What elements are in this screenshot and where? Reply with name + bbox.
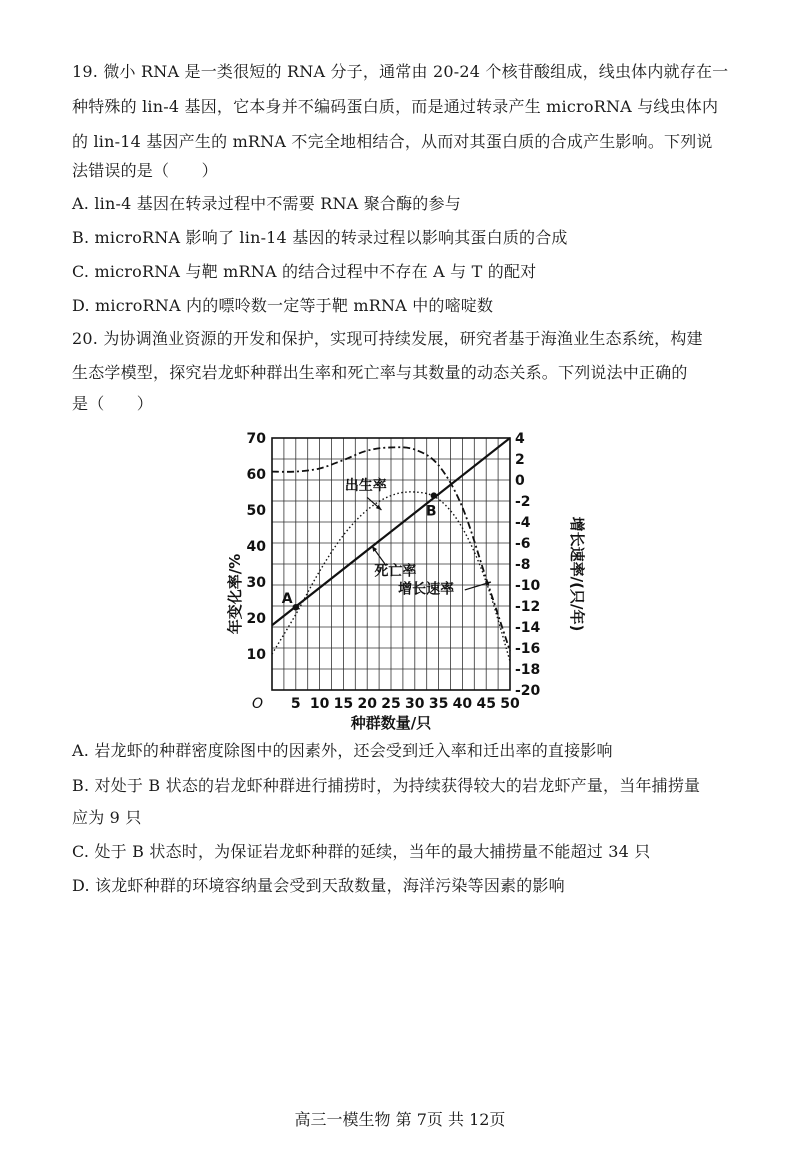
y-right-tick-label: 4 bbox=[515, 431, 525, 447]
y-right-tick-label: -6 bbox=[515, 536, 531, 552]
q20-stem-line-2: 生态学模型，探究岩龙虾种群出生率和死亡率与其数量的动态关系。下列说法中正确的 bbox=[72, 363, 688, 382]
population-chart bbox=[220, 420, 590, 730]
x-tick-label: 30 bbox=[405, 696, 425, 712]
y-right-tick-label: -12 bbox=[515, 599, 541, 615]
y-left-axis-label: 年变化率/% bbox=[226, 553, 244, 635]
y-left-tick-label: 40 bbox=[246, 539, 266, 555]
y-right-tick-label: -2 bbox=[515, 494, 531, 510]
q19-stem-line-1: 19. 微小 RNA 是一类很短的 RNA 分子，通常由 20-24 个核苷酸组成，线虫体内就存在一 bbox=[72, 62, 729, 81]
growth-rate-callout-label: 增长速率 bbox=[398, 581, 455, 598]
point-a-label: A bbox=[281, 591, 293, 608]
q19-stem-line-2: 种特殊的 lin-4 基因，它本身并不编码蛋白质，而是通过转录产生 microRNA 与线虫体内 bbox=[72, 97, 719, 116]
y-right-tick-label: -20 bbox=[515, 683, 541, 699]
origin-label: O bbox=[252, 696, 264, 712]
point-a-marker bbox=[293, 604, 299, 610]
q20-option-b-cont: 应为 9 只 bbox=[72, 808, 142, 827]
q20-stem-line-3: 是（ ） bbox=[72, 394, 154, 413]
q19-stem-line-4: 法错误的是（ ） bbox=[72, 161, 218, 180]
x-tick-label: 40 bbox=[452, 696, 473, 712]
q19-option-b: B. microRNA 影响了 lin-14 基因的转录过程以影响其蛋白质的合成 bbox=[72, 228, 568, 247]
y-right-tick-label: -16 bbox=[515, 641, 541, 657]
y-right-tick-label: -18 bbox=[515, 662, 541, 678]
y-left-tick-label: 60 bbox=[246, 467, 266, 483]
death-rate-callout-label: 死亡率 bbox=[374, 563, 417, 580]
x-tick-label: 10 bbox=[309, 696, 330, 712]
chart-labels bbox=[226, 431, 586, 730]
q20-option-b: B. 对处于 B 状态的岩龙虾种群进行捕捞时，为持续获得较大的岩龙虾产量，当年捕捞量 bbox=[72, 776, 701, 795]
q20-option-c: C. 处于 B 状态时，为保证岩龙虾种群的延续，当年的最大捕捞量不能超过 34 只 bbox=[72, 842, 651, 861]
q20-option-a: A. 岩龙虾的种群密度除图中的因素外，还会受到迁入率和迁出率的直接影响 bbox=[72, 741, 613, 760]
q19-option-a: A. lin-4 基因在转录过程中不需要 RNA 聚合酶的参与 bbox=[72, 194, 461, 213]
y-right-tick-label: 2 bbox=[515, 452, 525, 468]
x-tick-label: 15 bbox=[333, 696, 354, 712]
q19-option-d: D. microRNA 内的嘌呤数一定等于靶 mRNA 中的嘧啶数 bbox=[72, 296, 494, 315]
x-tick-label: 45 bbox=[476, 696, 496, 712]
x-tick-label: 50 bbox=[500, 696, 520, 712]
x-axis-label: 种群数量/只 bbox=[350, 714, 432, 730]
y-right-tick-label: -4 bbox=[515, 515, 531, 531]
q20-option-d: D. 该龙虾种群的环境容纳量会受到天敌数量，海洋污染等因素的影响 bbox=[72, 876, 565, 895]
x-tick-label: 25 bbox=[381, 696, 401, 712]
page-footer: 高三一模生物 第 7页 共 12页 bbox=[294, 1110, 506, 1129]
y-left-tick-label: 20 bbox=[246, 611, 266, 627]
death-rate-callout-arrow-head bbox=[372, 546, 377, 552]
y-right-tick-label: -14 bbox=[515, 620, 541, 636]
y-left-tick-label: 70 bbox=[246, 431, 266, 447]
x-tick-label: 35 bbox=[428, 696, 449, 712]
x-tick-label: 20 bbox=[357, 696, 377, 712]
point-b-marker bbox=[431, 492, 437, 498]
y-left-tick-label: 50 bbox=[246, 503, 266, 519]
population-chart-svg bbox=[220, 420, 590, 730]
y-left-tick-label: 10 bbox=[246, 647, 266, 663]
birth-rate-callout-label: 出生率 bbox=[344, 478, 387, 495]
y-right-tick-label: -10 bbox=[515, 578, 541, 594]
y-right-tick-label: 0 bbox=[515, 473, 525, 489]
y-left-tick-label: 30 bbox=[246, 575, 266, 591]
q19-option-c: C. microRNA 与靶 mRNA 的结合过程中不存在 A 与 T 的配对 bbox=[72, 262, 537, 281]
q19-stem-line-3: 的 lin-14 基因产生的 mRNA 不完全地相结合，从而对其蛋白质的合成产生影响。下列说 bbox=[72, 132, 713, 151]
x-tick-label: 5 bbox=[290, 696, 301, 712]
q20-stem-line-1: 20. 为协调渔业资源的开发和保护，实现可持续发展，研究者基于海渔业生态系统，构建 bbox=[72, 329, 703, 348]
y-right-axis-label: 增长速率/(只/年) bbox=[568, 516, 586, 632]
y-right-tick-label: -8 bbox=[515, 557, 531, 573]
point-b-label: B bbox=[425, 503, 437, 520]
